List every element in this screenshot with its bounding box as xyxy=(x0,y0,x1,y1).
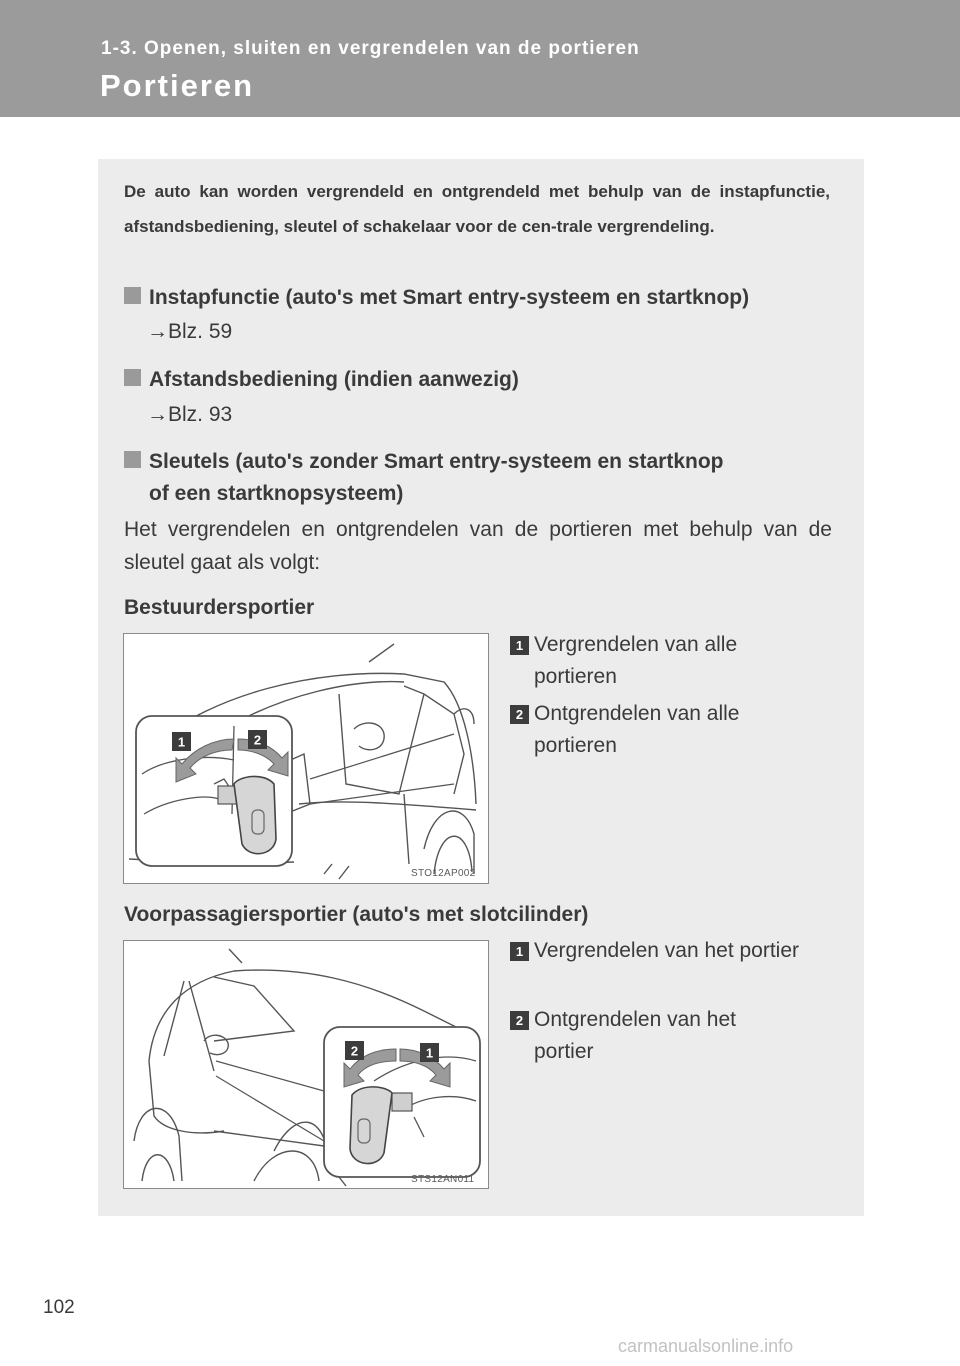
passenger-door-title: Voorpassagiersportier (auto's met slotcilinder) xyxy=(124,903,589,926)
step-item xyxy=(510,698,800,762)
step-text: Vergrendelen van het portier xyxy=(534,939,800,962)
chapter-header xyxy=(0,0,960,117)
body-paragraph: Het vergrendelen en ontgrendelen van de portieren met behulp van de sleutel gaat als volgt: xyxy=(124,518,832,574)
heading-text: Instapfunctie (auto's met Smart entry-systeem en startknop) xyxy=(149,286,750,309)
car-key-lock-drawing xyxy=(124,634,490,885)
passenger-door-illustration xyxy=(123,940,489,1189)
square-bullet-icon xyxy=(124,369,141,386)
step-number-badge: 2 xyxy=(510,705,529,724)
heading-text: Afstandsbediening (indien aanwezig) xyxy=(149,368,519,391)
page-reference-link[interactable]: →Blz. 93 xyxy=(147,403,233,426)
svg-text:1: 1 xyxy=(177,734,186,750)
step-number-badge: 2 xyxy=(510,1011,529,1030)
intro-text: De auto kan worden vergrendeld en ontgrendeld met behulp van de instapfunctie, afstandsbediening, sleutel of schakelaar voor de cen-trale vergrendeling. xyxy=(124,182,830,236)
square-bullet-icon xyxy=(124,287,141,304)
heading-text: Sleutels (auto's zonder Smart entry-systeem en startknop xyxy=(149,450,724,473)
heading-afstandsbediening xyxy=(124,364,834,396)
heading-instapfunctie xyxy=(124,282,834,314)
svg-text:2: 2 xyxy=(350,1043,359,1059)
svg-text:2: 2 xyxy=(253,732,262,748)
step-number-badge: 1 xyxy=(510,942,529,961)
section-title: 1-3. Openen, sluiten en vergrendelen van de portieren xyxy=(101,38,640,59)
svg-text:1: 1 xyxy=(425,1045,434,1061)
page-title: Portieren xyxy=(100,68,255,103)
step-number-badge: 1 xyxy=(510,636,529,655)
step-text: Ontgrendelen van alle portieren xyxy=(534,702,740,757)
driver-door-illustration xyxy=(123,633,489,884)
page-number: 102 xyxy=(43,1297,75,1318)
heading-sleutels xyxy=(124,446,834,510)
figure-code: STS12AN011 xyxy=(411,1174,475,1185)
driver-door-title: Bestuurdersportier xyxy=(124,596,315,619)
square-bullet-icon xyxy=(124,451,141,468)
step-text: Ontgrendelen van het portier xyxy=(534,1008,736,1063)
car-key-lock-drawing xyxy=(124,941,490,1190)
step-item xyxy=(510,935,800,967)
page-reference-link[interactable]: →Blz. 59 xyxy=(147,320,233,343)
step-text: Vergrendelen van alle portieren xyxy=(534,633,738,688)
step-item xyxy=(510,1004,800,1068)
figure-code: STO12AP002 xyxy=(411,868,476,879)
heading-text-cont: of een startknopsysteem) xyxy=(149,482,404,505)
step-item xyxy=(510,629,800,693)
watermark-text: carmanualsonline.info xyxy=(618,1336,794,1356)
